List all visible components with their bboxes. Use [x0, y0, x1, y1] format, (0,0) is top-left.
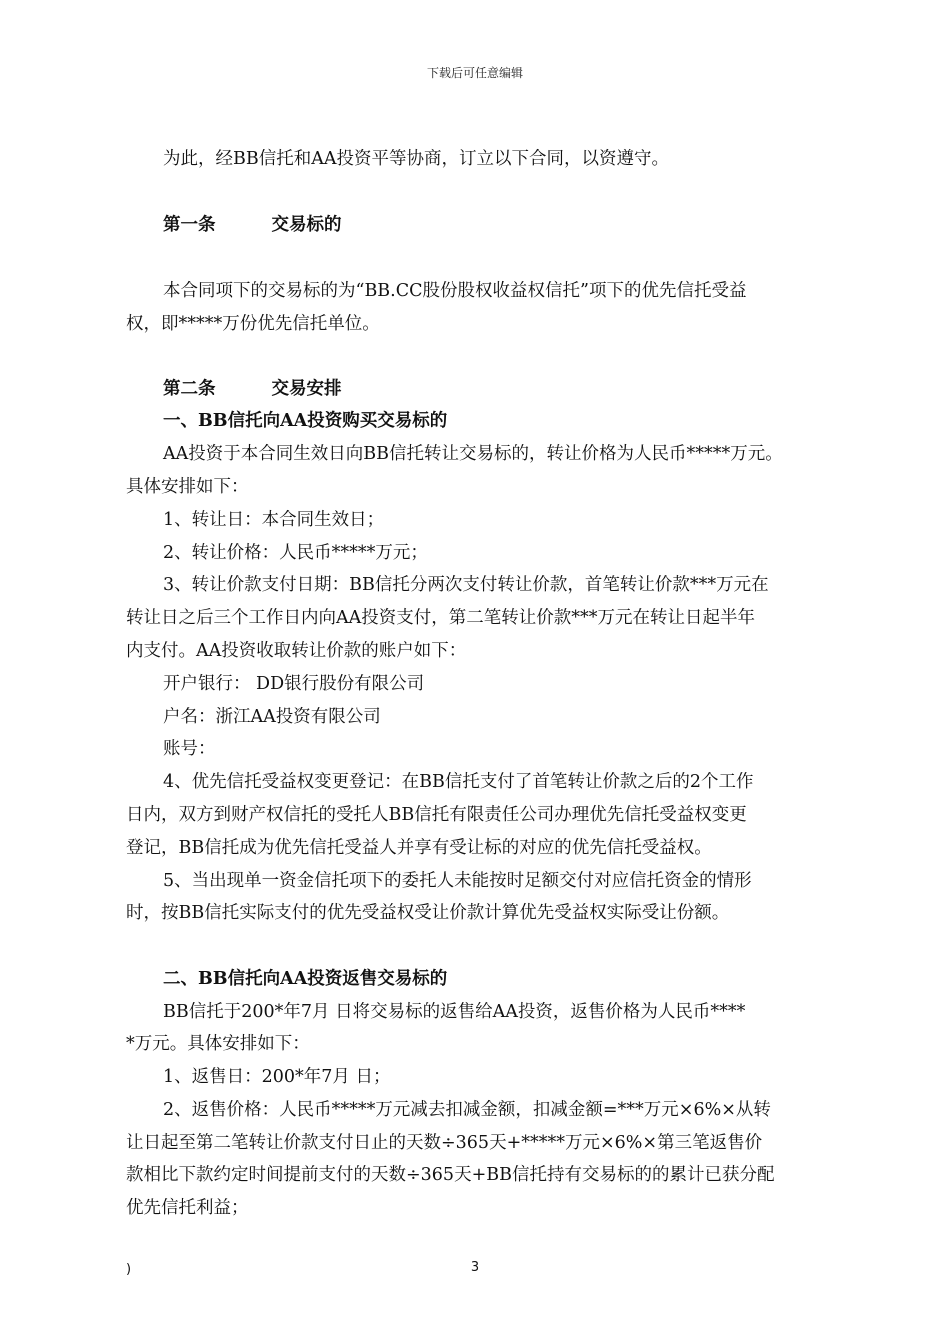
- page-header-note: 下载后可任意编辑: [426, 66, 523, 80]
- paragraph-line: 4、优先信托受益权变更登记：在BB信托支付了首笔转让价款之后的2个工作: [163, 772, 754, 792]
- article-title: 交易标的: [271, 215, 342, 235]
- paragraph-line: 内支付。AA投资收取转让价款的账户如下：: [126, 641, 467, 661]
- footer-mark: ): [126, 1262, 132, 1277]
- paragraph-line: 2、转让价格：人民币*****万元；: [163, 543, 428, 563]
- bank-name-line: 开户银行： DD银行股份有限公司: [163, 674, 425, 694]
- paragraph-line: 5、当出现单一资金信托项下的委托人未能按时足额交付对应信托资金的情形: [163, 871, 752, 891]
- paragraph-line: 时，按BB信托实际支付的优先受益权受让价款计算优先受益权实际受让份额。: [126, 903, 730, 923]
- paragraph-line: 1、返售日：200*年7月 日；: [163, 1067, 391, 1087]
- paragraph-line: AA投资于本合同生效日向BB信托转让交易标的，转让价格为人民币*****万元。: [163, 444, 783, 464]
- paragraph-line: BB信托于200*年7月 日将交易标的返售给AA投资，返售价格为人民币****: [163, 1002, 746, 1022]
- account-number-line: 账号：: [163, 739, 216, 759]
- article-2-heading: [163, 376, 873, 402]
- article-number: 第一条: [163, 215, 216, 235]
- section-2-heading: 二、BB信托向AA投资返售交易标的: [163, 969, 448, 989]
- paragraph-line: 款相比下款约定时间提前支付的天数÷365天+BB信托持有交易标的的累计已获分配: [126, 1165, 775, 1185]
- paragraph-line: *万元。具体安排如下：: [126, 1034, 310, 1054]
- paragraph-line: 转让日之后三个工作日内向AA投资支付，第二笔转让价款***万元在转让日起半年: [126, 608, 756, 628]
- article-title: 交易安排: [271, 379, 342, 399]
- paragraph-line: 本合同项下的交易标的为“BB.CC股份股权收益权信托”项下的优先信托受益: [163, 281, 747, 301]
- article-1-heading: [163, 212, 873, 238]
- paragraph-line: 1、转让日：本合同生效日；: [163, 510, 385, 530]
- article-number: 第二条: [163, 379, 216, 399]
- paragraph-line: 权，即*****万份优先信托单位。: [126, 314, 380, 334]
- section-1-heading: 一、BB信托向AA投资购买交易标的: [163, 411, 448, 431]
- paragraph-line: 具体安排如下：: [126, 477, 249, 497]
- paragraph-line: 登记，BB信托成为优先信托受益人并享有受让标的对应的优先信托受益权。: [126, 838, 712, 858]
- paragraph-line: 让日起至第二笔转让价款支付日止的天数÷365天+*****万元×6%×第三笔返售价: [126, 1133, 763, 1153]
- paragraph-line: 日内，双方到财产权信托的受托人BB信托有限责任公司办理优先信托受益权变更: [126, 805, 747, 825]
- page-number: 3: [470, 1260, 480, 1275]
- paragraph-line: 3、转让价款支付日期：BB信托分两次支付转让价款，首笔转让价款***万元在: [163, 575, 769, 595]
- intro-paragraph: 为此，经BB信托和AA投资平等协商，订立以下合同，以资遵守。: [163, 149, 669, 169]
- account-holder-line: 户名：浙江AA投资有限公司: [163, 707, 381, 727]
- paragraph-line: 2、返售价格：人民币*****万元减去扣减金额，扣减金额=***万元×6%×从转: [163, 1100, 771, 1120]
- paragraph-line: 优先信托利益；: [126, 1198, 249, 1218]
